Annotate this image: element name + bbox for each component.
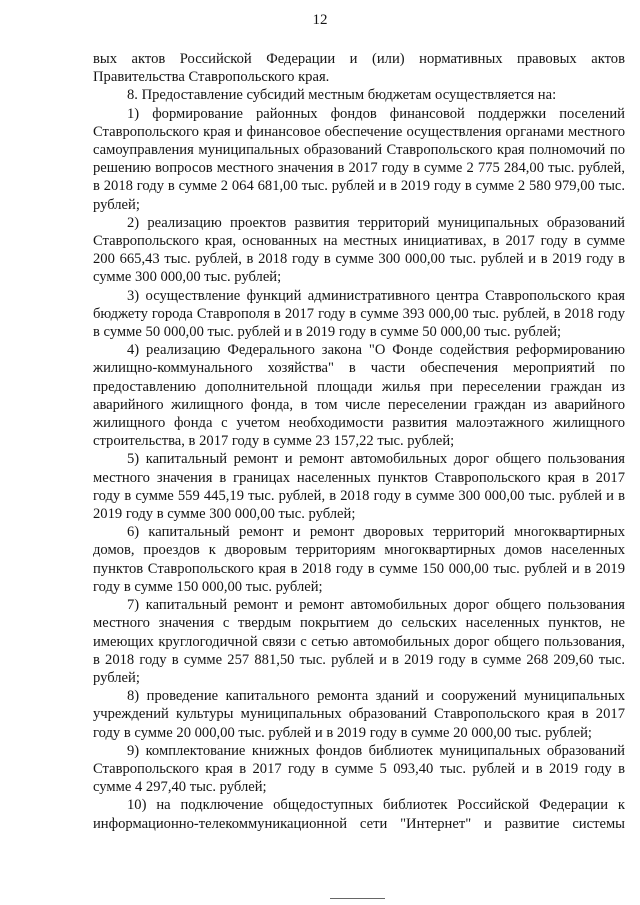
paragraph-continuation: вых актов Российской Федерации и (или) нормативных правовых актов Правительства Ставропольского края. [93,51,625,86]
paragraph-item-5: 5) капитальный ремонт и ремонт автомобильных дорог общего пользования местного значения в границах населенных пунктов Ставропольского края в 2017 году в сумме 559 445,19 тыс. рублей, в 2018 году в сумме 300 000,00 тыс. рублей и в 2019 году в сумме 300 000,00 тыс. рублей; [93,451,625,523]
page-number: 12 [312,12,328,28]
paragraph-item-7: 7) капитальный ремонт и ремонт автомобильных дорог общего пользования местного значения с твердым покрытием до сельских населенных пунктов, не имеющих круглогодичной связи с сетью автомобильных дорог общего пользования, в 2018 году в сумме 257 881,50 тыс. рублей и в 2019 году в сумме 268 209,60 тыс. рублей; [93,597,625,686]
document-body [93,50,625,833]
paragraph-item-9: 9) комплектование книжных фондов библиотек муниципальных образований Ставропольского края в 2017 году в сумме 5 093,40 тыс. рублей и в 2019 году в сумме 4 297,40 тыс. рублей; [93,742,625,796]
paragraph-item-10: 10) на подключение общедоступных библиотек Российской Федерации к информационно-телекоммуникационной сети "Интернет" и развитие системы [93,797,625,832]
paragraph-item-4: 4) реализацию Федерального закона "О Фонде содействия реформированию жилищно-коммунального хозяйства" в части обеспечения мероприятий по предоставлению дополнительной площади жилья при переселении граждан из аварийного жилищного фонда, в том числе переселении граждан из аварийного жилищного фонда с учетом необходимости развития малоэтажного жилищного строительства, в 2017 году в сумме 23 157,22 тыс. рублей; [93,342,625,450]
paragraph-item-1: 1) формирование районных фондов финансовой поддержки поселений Ставропольского края и финансовое обеспечение осуществления органами местного самоуправления муниципальных образований Ставропольского края полномочий по решению вопросов местного значения в 2017 году в сумме 2 775 284,00 тыс. рублей, в 2018 году в сумме 2 064 681,00 тыс. рублей и в 2019 году в сумме 2 580 979,00 тыс. рублей; [93,105,625,213]
paragraph-item-8: 8) проведение капитального ремонта зданий и сооружений муниципальных учреждений культуры муниципальных образований Ставропольского края в 2017 году в сумме 20 000,00 тыс. рублей и в 2019 году в сумме 20 000,00 тыс. рублей; [93,688,625,741]
paragraph-item-3: 3) осуществление функций административного центра Ставропольского края бюджету города Ставрополя в 2017 году в сумме 393 000,00 тыс. рублей, в 2018 году в сумме 50 000,00 тыс. рублей и в 2019 году в сумме 50 000,00 тыс. рублей; [93,287,625,341]
footer-divider [330,898,385,899]
paragraph-item-6: 6) капитальный ремонт и ремонт дворовых территорий многоквартирных домов, проездов к дворовым территориям многоквартирных домов населенных пунктов Ставропольского края в 2018 году в сумме 150 000,00 тыс. рублей и в 2019 году в сумме 150 000,00 тыс. рублей; [93,524,625,595]
paragraph-section-8: 8. Предоставление субсидий местным бюджетам осуществляется на: [127,87,557,104]
paragraph-item-2: 2) реализацию проектов развития территорий муниципальных образований Ставропольского края, основанных на местных инициативах, в 2017 году в сумме 200 665,43 тыс. рублей, в 2018 году в сумме 300 000,00 тыс. рублей и в 2019 году в сумме 300 000,00 тыс. рублей; [93,214,625,286]
